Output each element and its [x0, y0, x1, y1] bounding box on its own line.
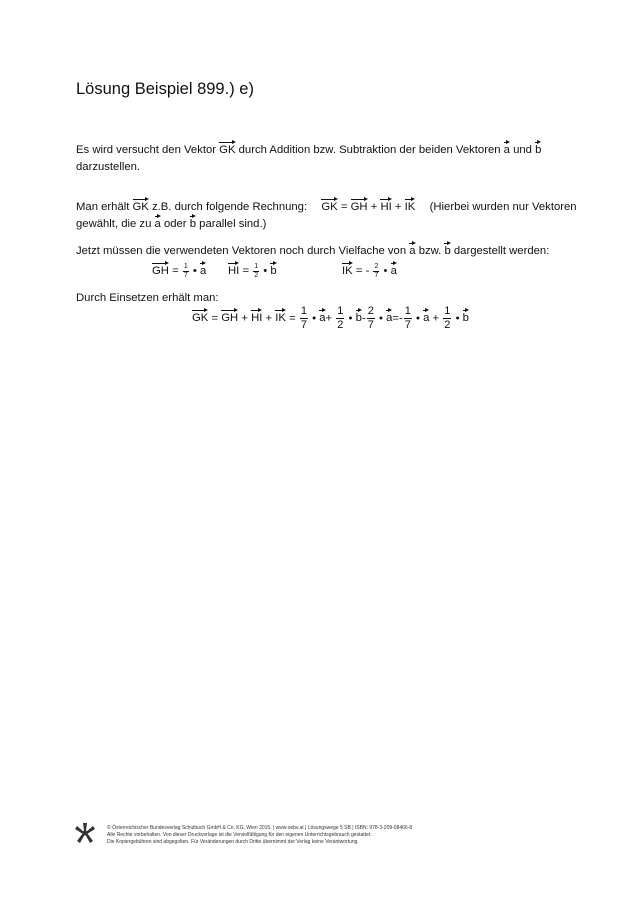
publisher-logo-icon	[74, 822, 96, 844]
denominator: 7	[404, 319, 411, 331]
equals-sign: =	[211, 312, 219, 325]
fraction	[373, 263, 379, 280]
vector-gk: GK	[133, 198, 149, 214]
footer-rights: Alle Rechte vorbehalten. Von dieser Druckvorlage ist die Vervielfältigung für den eigenen Unterrichtsgebrauch gestattet.	[107, 832, 372, 838]
vector-a: a	[319, 309, 325, 325]
vector-a: a	[504, 141, 510, 157]
numerator: 1	[337, 305, 344, 317]
plus-sign: +	[370, 201, 378, 213]
intro-text-mid: durch Addition bzw. Subtraktion der beiden Vektoren	[238, 144, 501, 156]
denominator: 2	[444, 319, 451, 331]
equals-sign: =	[242, 265, 250, 277]
calc-line2-start: gewählt, die zu	[76, 218, 152, 230]
vector-a: a	[391, 262, 397, 278]
numerator: 1	[183, 262, 188, 270]
calc-text-mid: z.B. durch folgende Rechnung:	[151, 201, 308, 213]
word-bzw: bzw.	[418, 245, 442, 257]
numerator: 2	[367, 305, 374, 317]
multiply-dot: •	[192, 265, 197, 277]
plus-sign: +	[241, 312, 248, 325]
numerator: 2	[374, 262, 379, 270]
equals-sign: = -	[355, 265, 370, 277]
vector-b: b	[444, 242, 450, 258]
plus-sign: +	[394, 201, 402, 213]
calculation-line-1	[76, 198, 577, 214]
denominator: 2	[254, 271, 259, 279]
page-title: Lösung Beispiel 899.) e)	[76, 80, 254, 98]
vector-b: b	[190, 215, 196, 231]
fraction	[183, 263, 189, 280]
vector-ik: IK	[342, 262, 353, 278]
denominator: 7	[374, 271, 379, 279]
denominator: 2	[337, 319, 344, 331]
plus-sign: +	[432, 312, 440, 325]
definition-ik	[342, 262, 397, 280]
minus-sign: -	[361, 312, 366, 325]
vector-a: a	[200, 262, 206, 278]
vector-b: b	[535, 141, 541, 157]
denominator: 7	[367, 319, 374, 331]
vector-hi: HI	[251, 309, 262, 325]
vector-b: b	[463, 309, 469, 325]
final-equation	[192, 305, 469, 332]
multiply-dot: •	[416, 312, 420, 325]
multiply-dot: •	[312, 312, 317, 325]
plus-sign: +	[325, 312, 333, 325]
denominator: 7	[300, 319, 307, 331]
plus-sign: +	[265, 312, 273, 325]
vector-a: a	[409, 242, 415, 258]
multiples-text-end: dargestellt werden:	[453, 245, 550, 257]
calc-remark: (Hierbei wurden nur Vektoren	[429, 201, 577, 213]
numerator: 1	[300, 305, 307, 317]
equals-sign: =	[289, 312, 296, 325]
footer-fees: Die Kopiergebühren sind abgegolten. Für Veränderungen durch Dritte übernimmt der Verlag keine Verantwortung.	[107, 839, 359, 845]
multiply-dot: •	[348, 312, 353, 325]
vector-gk: GK	[219, 141, 235, 157]
multiples-text-start: Jetzt müssen die verwendeten Vektoren noch durch Vielfache von	[76, 245, 407, 257]
vector-gh: GH	[152, 262, 169, 278]
vector-gk: GK	[321, 198, 337, 214]
fraction	[300, 305, 308, 332]
vector-a: a	[423, 309, 429, 325]
word-and: und	[513, 144, 532, 156]
vector-hi: HI	[380, 198, 391, 214]
intro-text-start: Es wird versucht den Vektor	[76, 144, 217, 156]
numerator: 1	[444, 305, 451, 317]
multiples-line	[76, 242, 549, 258]
numerator: 1	[404, 305, 411, 317]
multiply-dot: •	[455, 312, 460, 325]
equals-sign: =	[340, 201, 348, 213]
equals-sign: =	[172, 265, 179, 277]
fraction	[404, 305, 412, 332]
vector-a: a	[155, 215, 161, 231]
multiply-dot: •	[383, 265, 388, 277]
substitution-label: Durch Einsetzen erhält man:	[76, 292, 219, 304]
vector-gh: GH	[221, 309, 238, 325]
vector-b: b	[356, 309, 362, 325]
numerator: 1	[254, 262, 259, 270]
fraction	[367, 305, 375, 332]
vector-a: a	[386, 309, 392, 325]
intro-line-1	[76, 141, 541, 157]
vector-gh: GH	[351, 198, 368, 214]
fraction	[336, 305, 344, 332]
definition-hi	[228, 262, 277, 280]
vector-ik: IK	[275, 309, 286, 325]
definition-gh	[152, 262, 206, 280]
vector-gk: GK	[192, 309, 208, 325]
intro-line-2: darzustellen.	[76, 161, 141, 173]
calculation-line-2	[76, 215, 266, 231]
footer-copyright: © Österreichischer Bundesverlag Schulbuch GmbH & Co. KG, Wien 2015. | www.oebv.at | Lösungswege 5 SB | ISBN: 978-3-209-08466-8	[107, 825, 413, 831]
fraction	[443, 305, 451, 332]
equals-minus-sign: =-	[392, 312, 403, 325]
calc-line2-end: parallel sind.)	[199, 218, 267, 230]
fraction	[253, 263, 259, 280]
word-or: oder	[163, 218, 187, 230]
multiply-dot: •	[378, 312, 383, 325]
vector-ik: IK	[405, 198, 416, 214]
calc-text-start: Man erhält	[76, 201, 130, 213]
denominator: 7	[183, 271, 188, 279]
multiply-dot: •	[263, 265, 268, 277]
vector-hi: HI	[228, 262, 239, 278]
vector-b: b	[270, 262, 276, 278]
